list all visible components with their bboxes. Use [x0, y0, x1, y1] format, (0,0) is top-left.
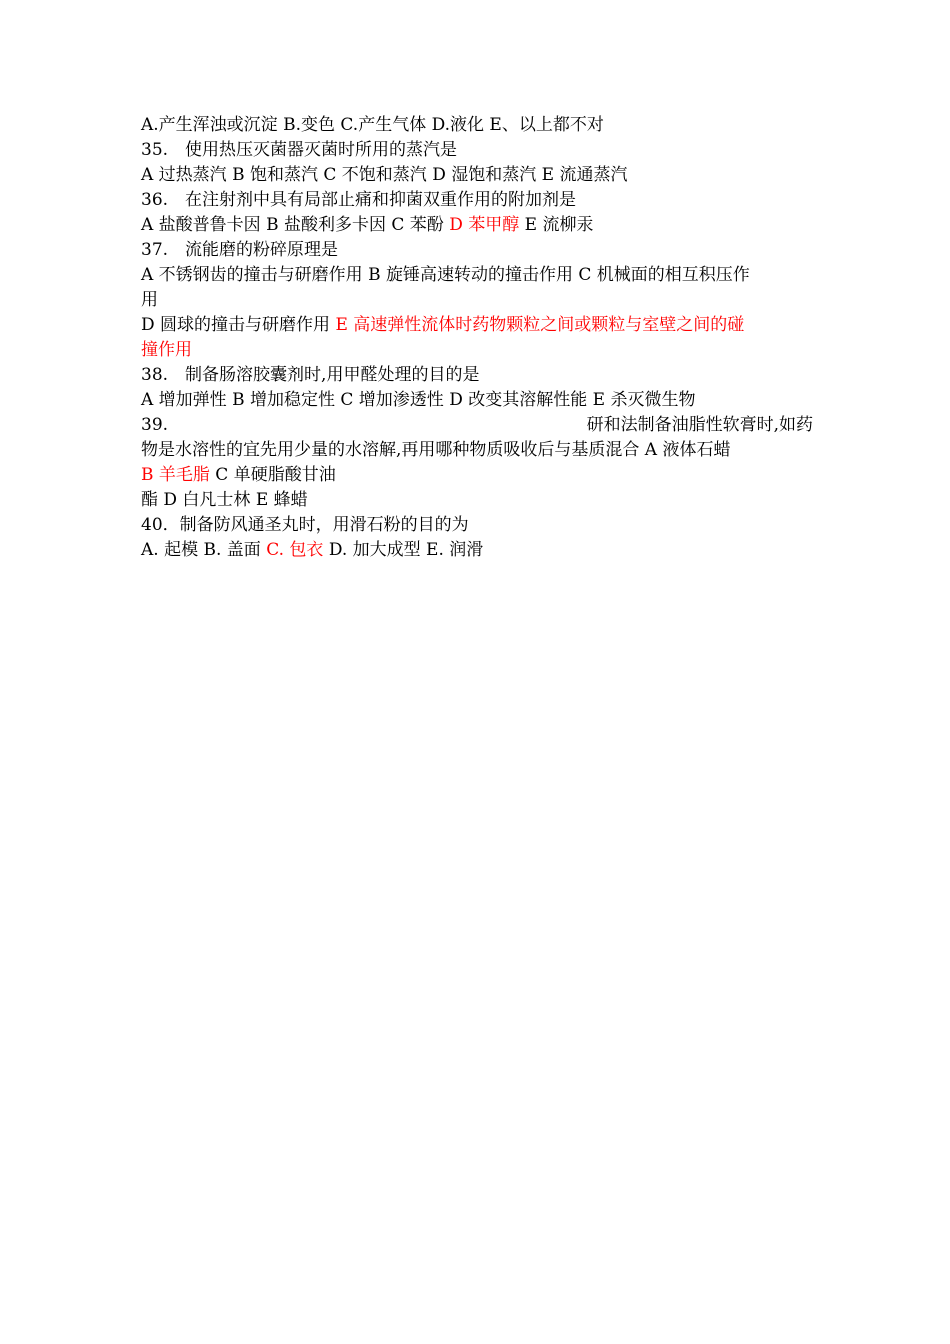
q37-question: [141, 238, 813, 263]
q37-options-line-3: [141, 313, 813, 338]
q36-options-text-a: A 盐酸普鲁卡因 B 盐酸利多卡因 C 苯酚: [141, 215, 450, 235]
q38-options: [141, 388, 813, 413]
q37-options-line-1: [141, 263, 813, 288]
q39-answer-highlight: B 羊毛脂: [141, 465, 210, 485]
q37-question-text: 37. 流能磨的粉碎原理是: [141, 240, 339, 260]
q37-answer-highlight-1: E 高速弹性流体时药物颗粒之间或颗粒与室壁之间的碰: [335, 315, 745, 335]
question-text-block: [141, 113, 813, 563]
q36-answer-highlight: D 苯甲醇: [449, 215, 520, 235]
q35-question-text: 35. 使用热压灭菌器灭菌时所用的蒸汽是: [141, 140, 458, 160]
q36-question-text: 36. 在注射剂中具有局部止痛和抑菌双重作用的附加剂是: [141, 190, 577, 210]
q37-options-line-4: [141, 338, 813, 363]
q38-question-text: 38. 制备肠溶胶囊剂时,用甲醛处理的目的是: [141, 365, 480, 385]
q39-question-line-4: [141, 488, 813, 513]
q40-options-text-b: D. 加大成型 E. 润滑: [323, 540, 484, 560]
q37-options-text-1: A 不锈钢齿的撞击与研磨作用 B 旋锤高速转动的撞击作用 C 机械面的相互积压作: [141, 265, 750, 285]
q35-options-text: A 过热蒸汽 B 饱和蒸汽 C 不饱和蒸汽 D 湿饱和蒸汽 E 流通蒸汽: [141, 165, 628, 185]
q39-question-line-3: [141, 463, 813, 488]
q39-question-text-1: 研和法制备油脂性软膏时,如药: [586, 415, 813, 435]
q37-options-text-2: 用: [141, 290, 158, 310]
q40-options: [141, 538, 813, 563]
q39-question-text-3: C 单硬脂酸甘油: [209, 465, 336, 485]
q39-question-text-2: 物是水溶性的宜先用少量的水溶解,再用哪种物质吸收后与基质混合 A 液体石蜡: [141, 440, 731, 460]
q37-answer-highlight-2: 撞作用: [141, 340, 192, 360]
q39-number: 39.: [141, 415, 169, 435]
q38-options-text: A 增加弹性 B 增加稳定性 C 增加渗透性 D 改变其溶解性能 E 杀灭微生物: [141, 390, 696, 410]
q37-options-line-2: [141, 288, 813, 313]
q35-options: [141, 163, 813, 188]
q34-options: [141, 113, 813, 138]
q39-question-text-4: 酯 D 白凡士林 E 蜂蜡: [141, 490, 308, 510]
q34-options-text: A.产生浑浊或沉淀 B.变色 C.产生气体 D.液化 E、以上都不对: [141, 115, 604, 135]
q37-options-text-3: D 圆球的撞击与研磨作用: [141, 315, 336, 335]
q40-answer-highlight: C. 包衣: [266, 540, 324, 560]
q39-question-line-2: [141, 438, 813, 463]
q40-question: [141, 513, 813, 538]
q35-question: [141, 138, 813, 163]
q36-options: [141, 213, 813, 238]
q40-question-text: 40．制备防风通圣丸时，用滑石粉的目的为: [141, 515, 469, 535]
q40-options-text-a: A. 起模 B. 盖面: [141, 540, 267, 560]
q36-question: [141, 188, 813, 213]
q39-question-line-1: [141, 413, 813, 438]
q36-options-text-b: E 流柳汞: [519, 215, 594, 235]
q38-question: [141, 363, 813, 388]
